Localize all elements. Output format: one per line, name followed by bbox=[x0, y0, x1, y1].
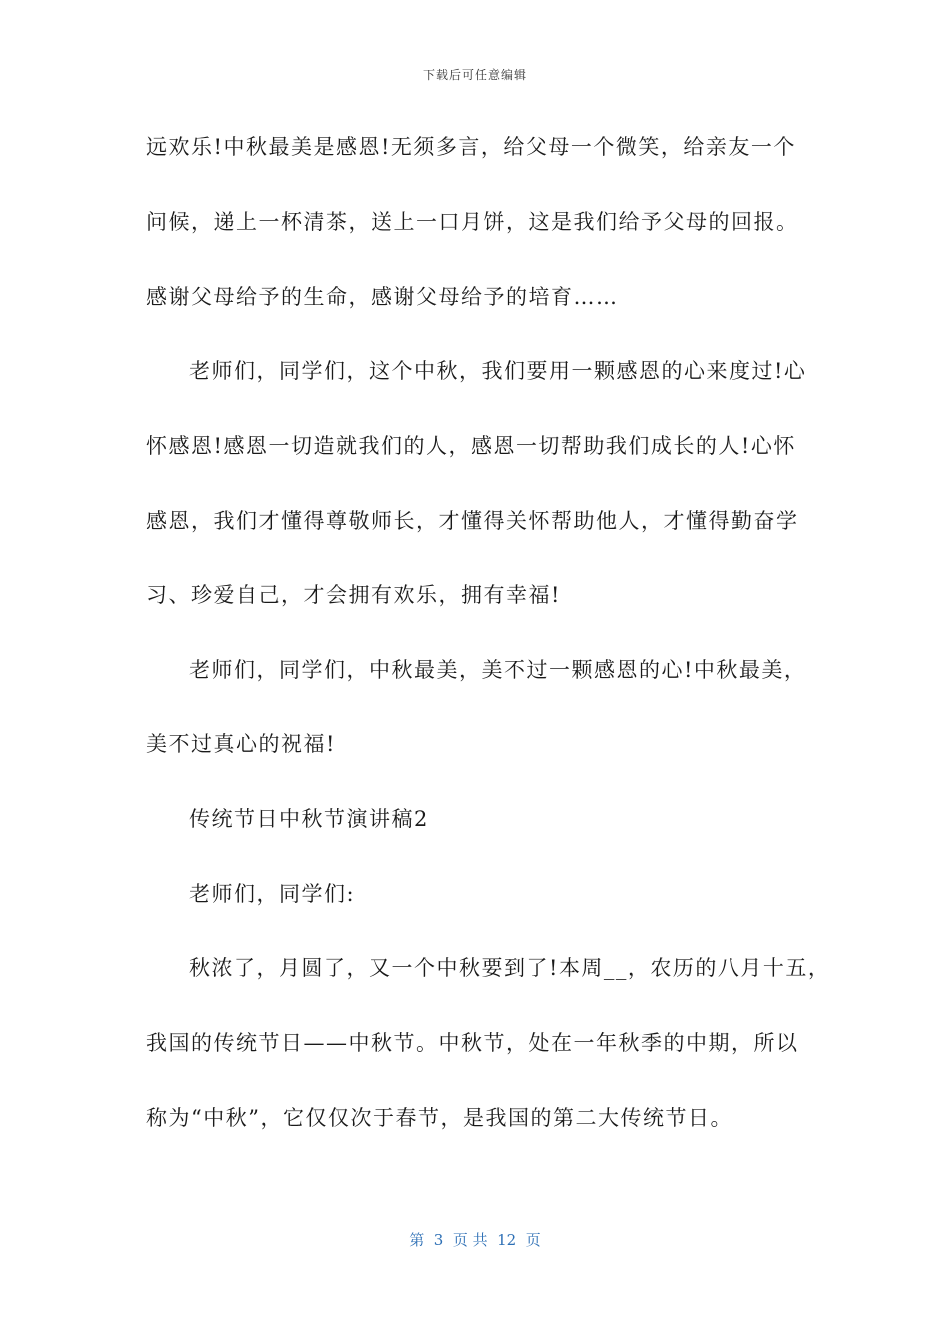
text-line: 我国的传统节日——中秋节。中秋节，处在一年秋季的中期，所以 bbox=[146, 1031, 799, 1055]
text-line: 感恩，我们才懂得尊敬师长，才懂得关怀帮助他人，才懂得勤奋学 bbox=[146, 509, 799, 533]
text-line: 习、珍爱自己，才会拥有欢乐，拥有幸福! bbox=[146, 583, 561, 607]
text-line: 称为“中秋”，它仅仅次于春节，是我国的第二大传统节日。 bbox=[146, 1106, 733, 1130]
text-line: 老师们，同学们，这个中秋，我们要用一颗感恩的心来度过!心 bbox=[189, 359, 807, 383]
text-line: 秋浓了，月圆了，又一个中秋要到了!本周__，农历的八月十五， bbox=[189, 956, 831, 980]
text-line: 问候，递上一杯清茶，送上一口月饼，这是我们给予父母的回报。 bbox=[146, 210, 799, 234]
text-line: 美不过真心的祝福! bbox=[146, 732, 336, 756]
page-footer: 第 3 页 共 12 页 bbox=[409, 1231, 541, 1249]
greeting-line: 老师们，同学们: bbox=[189, 882, 356, 906]
text-line: 老师们，同学们，中秋最美，美不过一颗感恩的心!中秋最美， bbox=[189, 658, 807, 682]
text-line: 远欢乐!中秋最美是感恩!无须多言，给父母一个微笑，给亲友一个 bbox=[146, 135, 796, 159]
page-header: 下载后可任意编辑 bbox=[422, 68, 527, 82]
text-line: 感谢父母给予的生命，感谢父母给予的培育…… bbox=[146, 285, 619, 309]
text-line: 怀感恩!感恩一切造就我们的人，感恩一切帮助我们成长的人!心怀 bbox=[146, 434, 796, 458]
section-title: 传统节日中秋节演讲稿2 bbox=[189, 807, 429, 831]
